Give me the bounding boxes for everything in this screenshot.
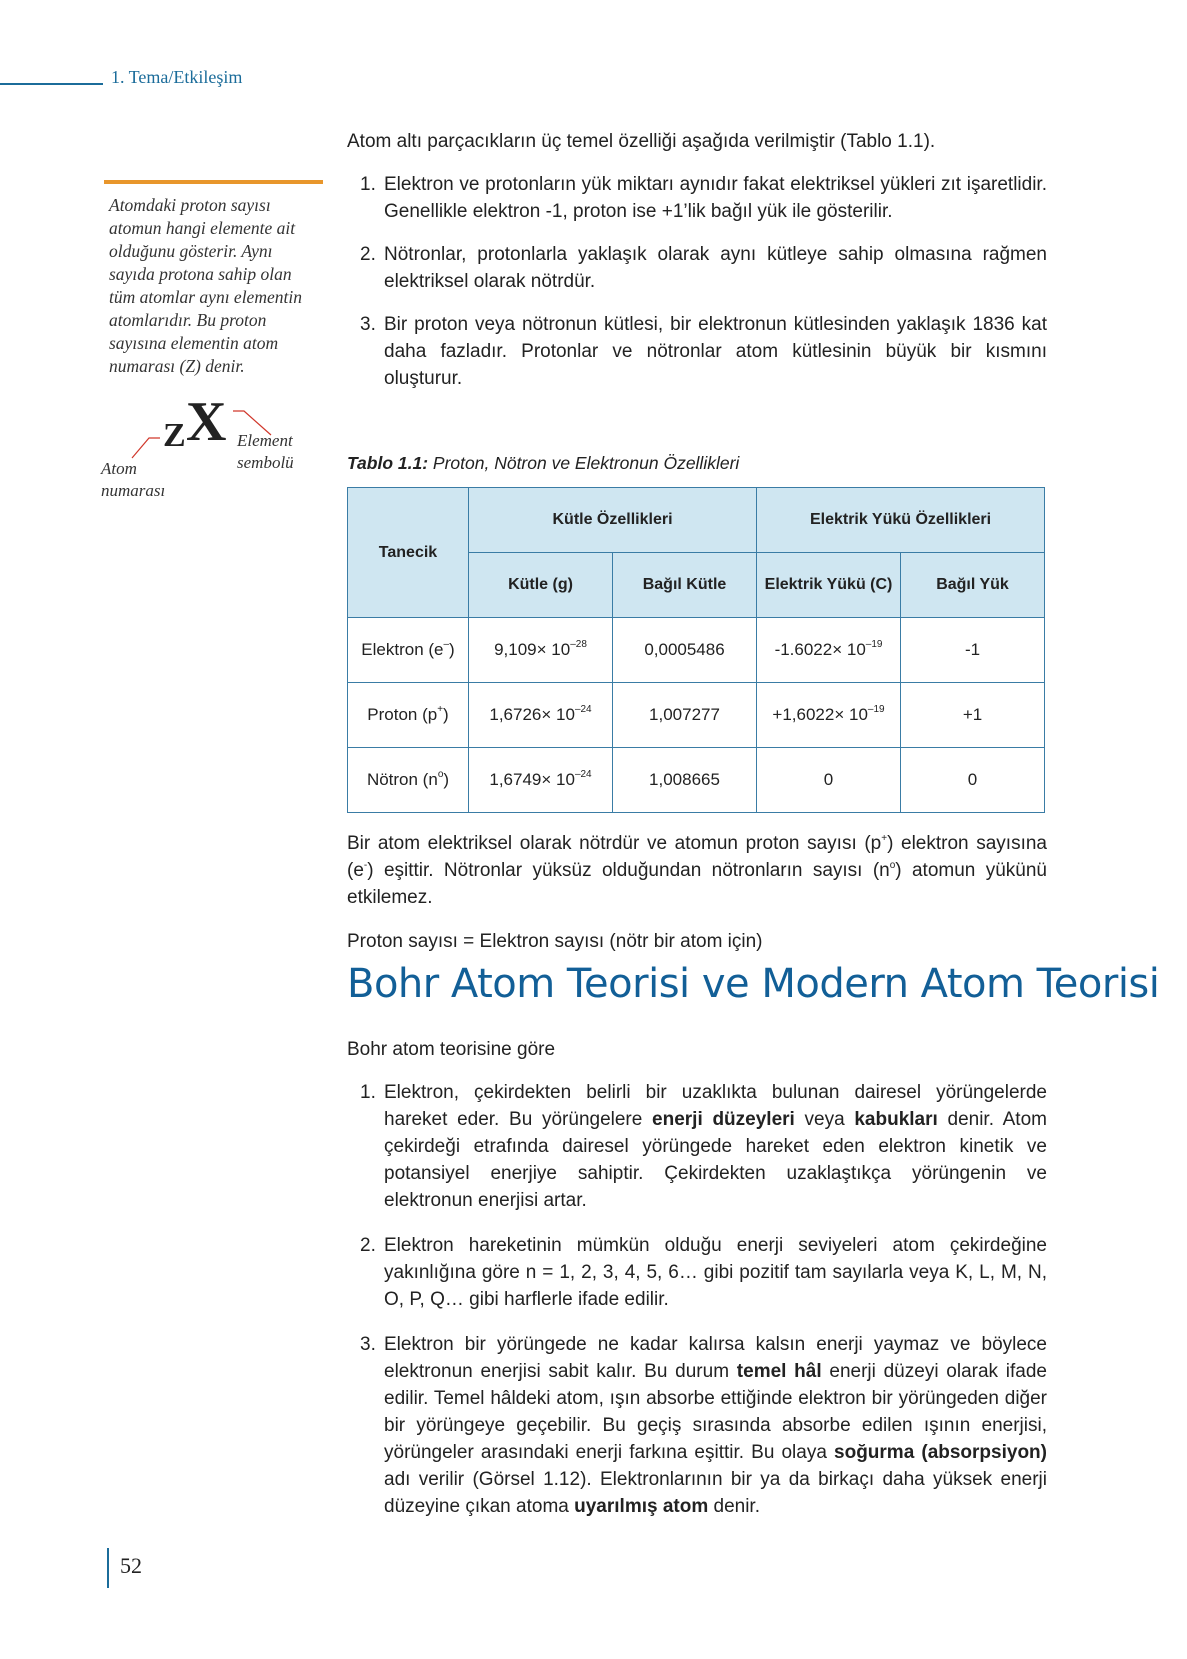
list-item: 2. Elektron hareketinin mümkün olduğu enerji seviyeleri atom çekirdeğine yakınlığına göre n = 1, 2, 3, 4, 5, 6… gibi pozitif tam sayılarla veya K, L, M, N, O, P, Q… gibi harflerle ifade edilir. <box>360 1235 1047 1310</box>
cell-mass: $1,6749\times 10^{-24}$ <box>469 748 613 813</box>
intro-paragraph: Atom altı parçacıkların üç temel özelliği aşağıda verilmiştir (Tablo 1.1). <box>347 131 936 152</box>
note-line: atomun hangi elemente ait <box>109 218 296 238</box>
table-row <box>348 748 1045 813</box>
page-number-rule <box>107 1548 109 1588</box>
list-item: 3. Bir proton veya nötronun kütlesi, bir elektronun kütlesinden yaklaşık 1836 kat daha fazladır. Protonlar ve nötronlar atom kütlesinin büyük bir kısmını oluşturur. <box>360 314 1047 389</box>
cell-relative-mass: 0,0005486 <box>613 618 757 683</box>
atomic-number-label: Atom numarası <box>101 459 166 500</box>
cell-relative-charge: +1 <box>901 683 1045 748</box>
cell-relative-mass: 1,007277 <box>613 683 757 748</box>
cell-relative-charge: -1 <box>901 618 1045 683</box>
list-item: 1. Elektron, çekirdekten belirli bir uzaklıkta bulunan dairesel yörüngelerde hareket eder. Bu yörüngelere enerji düzeyleri veya kabukları denir. Atom çekirdeği etrafında dairesel yörüngede hareket eden elektron kinetik ve potansiyel enerjiye sahiptir. Çekirdekten uzaklaştıkça yörüngenin ve elektronun enerjisi artar. <box>360 1082 1047 1211</box>
page-number: 52 <box>120 1553 142 1578</box>
header-rule <box>0 83 103 85</box>
list-item: 1. Elektron ve protonların yük miktarı aynıdır fakat elektriksel yükleri zıt işaretlidir. Genellikle elektron -1, proton ise +1’lik bağıl yük ile gösterilir. <box>360 174 1047 222</box>
equation-paragraph: Proton sayısı = Elektron sayısı (nötr bir atom için) <box>347 931 763 952</box>
cell-charge: $-1.6022\times 10^{-19}$ <box>757 618 901 683</box>
header-charge-c: Elektrik Yükü (C) <box>757 553 901 618</box>
table-caption: Tablo 1.1: Proton, Nötron ve Elektronun Özellikleri <box>347 453 740 473</box>
table-row <box>348 618 1045 683</box>
sidebar-rule <box>104 180 323 184</box>
header-particle: Tanecik <box>348 488 469 618</box>
sidebar-note <box>109 194 334 378</box>
chapter-title: 1. Tema/Etkileşim <box>111 67 243 87</box>
section-intro: Bohr atom teorisine göre <box>347 1039 556 1060</box>
element-symbol-label: Element sembolü <box>237 431 294 472</box>
section-heading: Bohr Atom Teorisi ve Modern Atom Teorisi <box>347 961 1160 1007</box>
cell-charge: 0 <box>757 748 901 813</box>
element-symbol: X <box>186 391 227 453</box>
list-item: 2. Nötronlar, protonlarla yaklaşık olarak aynı kütleye sahip olmasına rağmen elektriksel olarak nötrdür. <box>360 244 1047 292</box>
cell-relative-mass: 1,008665 <box>613 748 757 813</box>
header-charge: Elektrik Yükü Özellikleri <box>757 488 1045 553</box>
list-item: 3. Elektron bir yörüngede ne kadar kalırsa kalsın enerji yaymaz ve böylece elektronun enerjisi sabit kalır. Bu durum temel hâl enerji düzeyi olarak ifade edilir. Temel hâldeki atom, ışın absorbe ettiğinde elektron bir yörüngeden diğer bir yörüngeye geçebilir. Bu geçiş sırasında absorbe edilen ışının enerjisi, yörüngeler arasındaki enerji farkına eşittir. Bu olaya soğurma (absorpsiyon) adı verilir (Görsel 1.12). Elektronlarının bir ya da birkaçı daha yüksek enerji düzeyine çıkan atoma uyarılmış atom denir. <box>360 1334 1047 1517</box>
note-line: numarası (Z) denir. <box>109 356 245 376</box>
note-line: Atomdaki proton sayısı <box>109 195 271 215</box>
cell-particle: Nötron $(n^o)$ <box>348 748 469 813</box>
header-relative-mass: Bağıl Kütle <box>613 553 757 618</box>
cell-charge: $+1,6022\times 10^{-19}$ <box>757 683 901 748</box>
note-line: olduğunu gösterir. Aynı <box>109 241 273 261</box>
cell-relative-charge: 0 <box>901 748 1045 813</box>
note-line: sayısına elementin atom <box>109 333 279 353</box>
note-line: atomlarıdır. Bu proton <box>109 310 267 330</box>
cell-mass: $1,6726\times 10^{-24}$ <box>469 683 613 748</box>
atomic-number-symbol: Z <box>163 417 186 454</box>
cell-particle: Elektron (e–) <box>348 618 469 683</box>
particle-properties-table <box>347 487 1045 813</box>
table-row <box>348 683 1045 748</box>
cell-particle: Proton (p+) <box>348 683 469 748</box>
note-line: sayıda protona sahip olan <box>109 264 292 284</box>
neutral-atom-paragraph: Bir atom elektriksel olarak nötrdür ve atomun proton sayısı (p+) elektron sayısına (e-) eşittir. Nötronlar yüksüz olduğundan nötronların sayısı $(n^o)$ atomun yükünü etkilemez. <box>347 833 1047 908</box>
header-mass-g: Kütle (g) <box>469 553 613 618</box>
header-mass: Kütle Özellikleri <box>469 488 757 553</box>
note-line: tüm atomlar aynı elementin <box>109 287 302 307</box>
header-relative-charge: Bağıl Yük <box>901 553 1045 618</box>
cell-mass: $9,109\times 10^{-28}$ <box>469 618 613 683</box>
